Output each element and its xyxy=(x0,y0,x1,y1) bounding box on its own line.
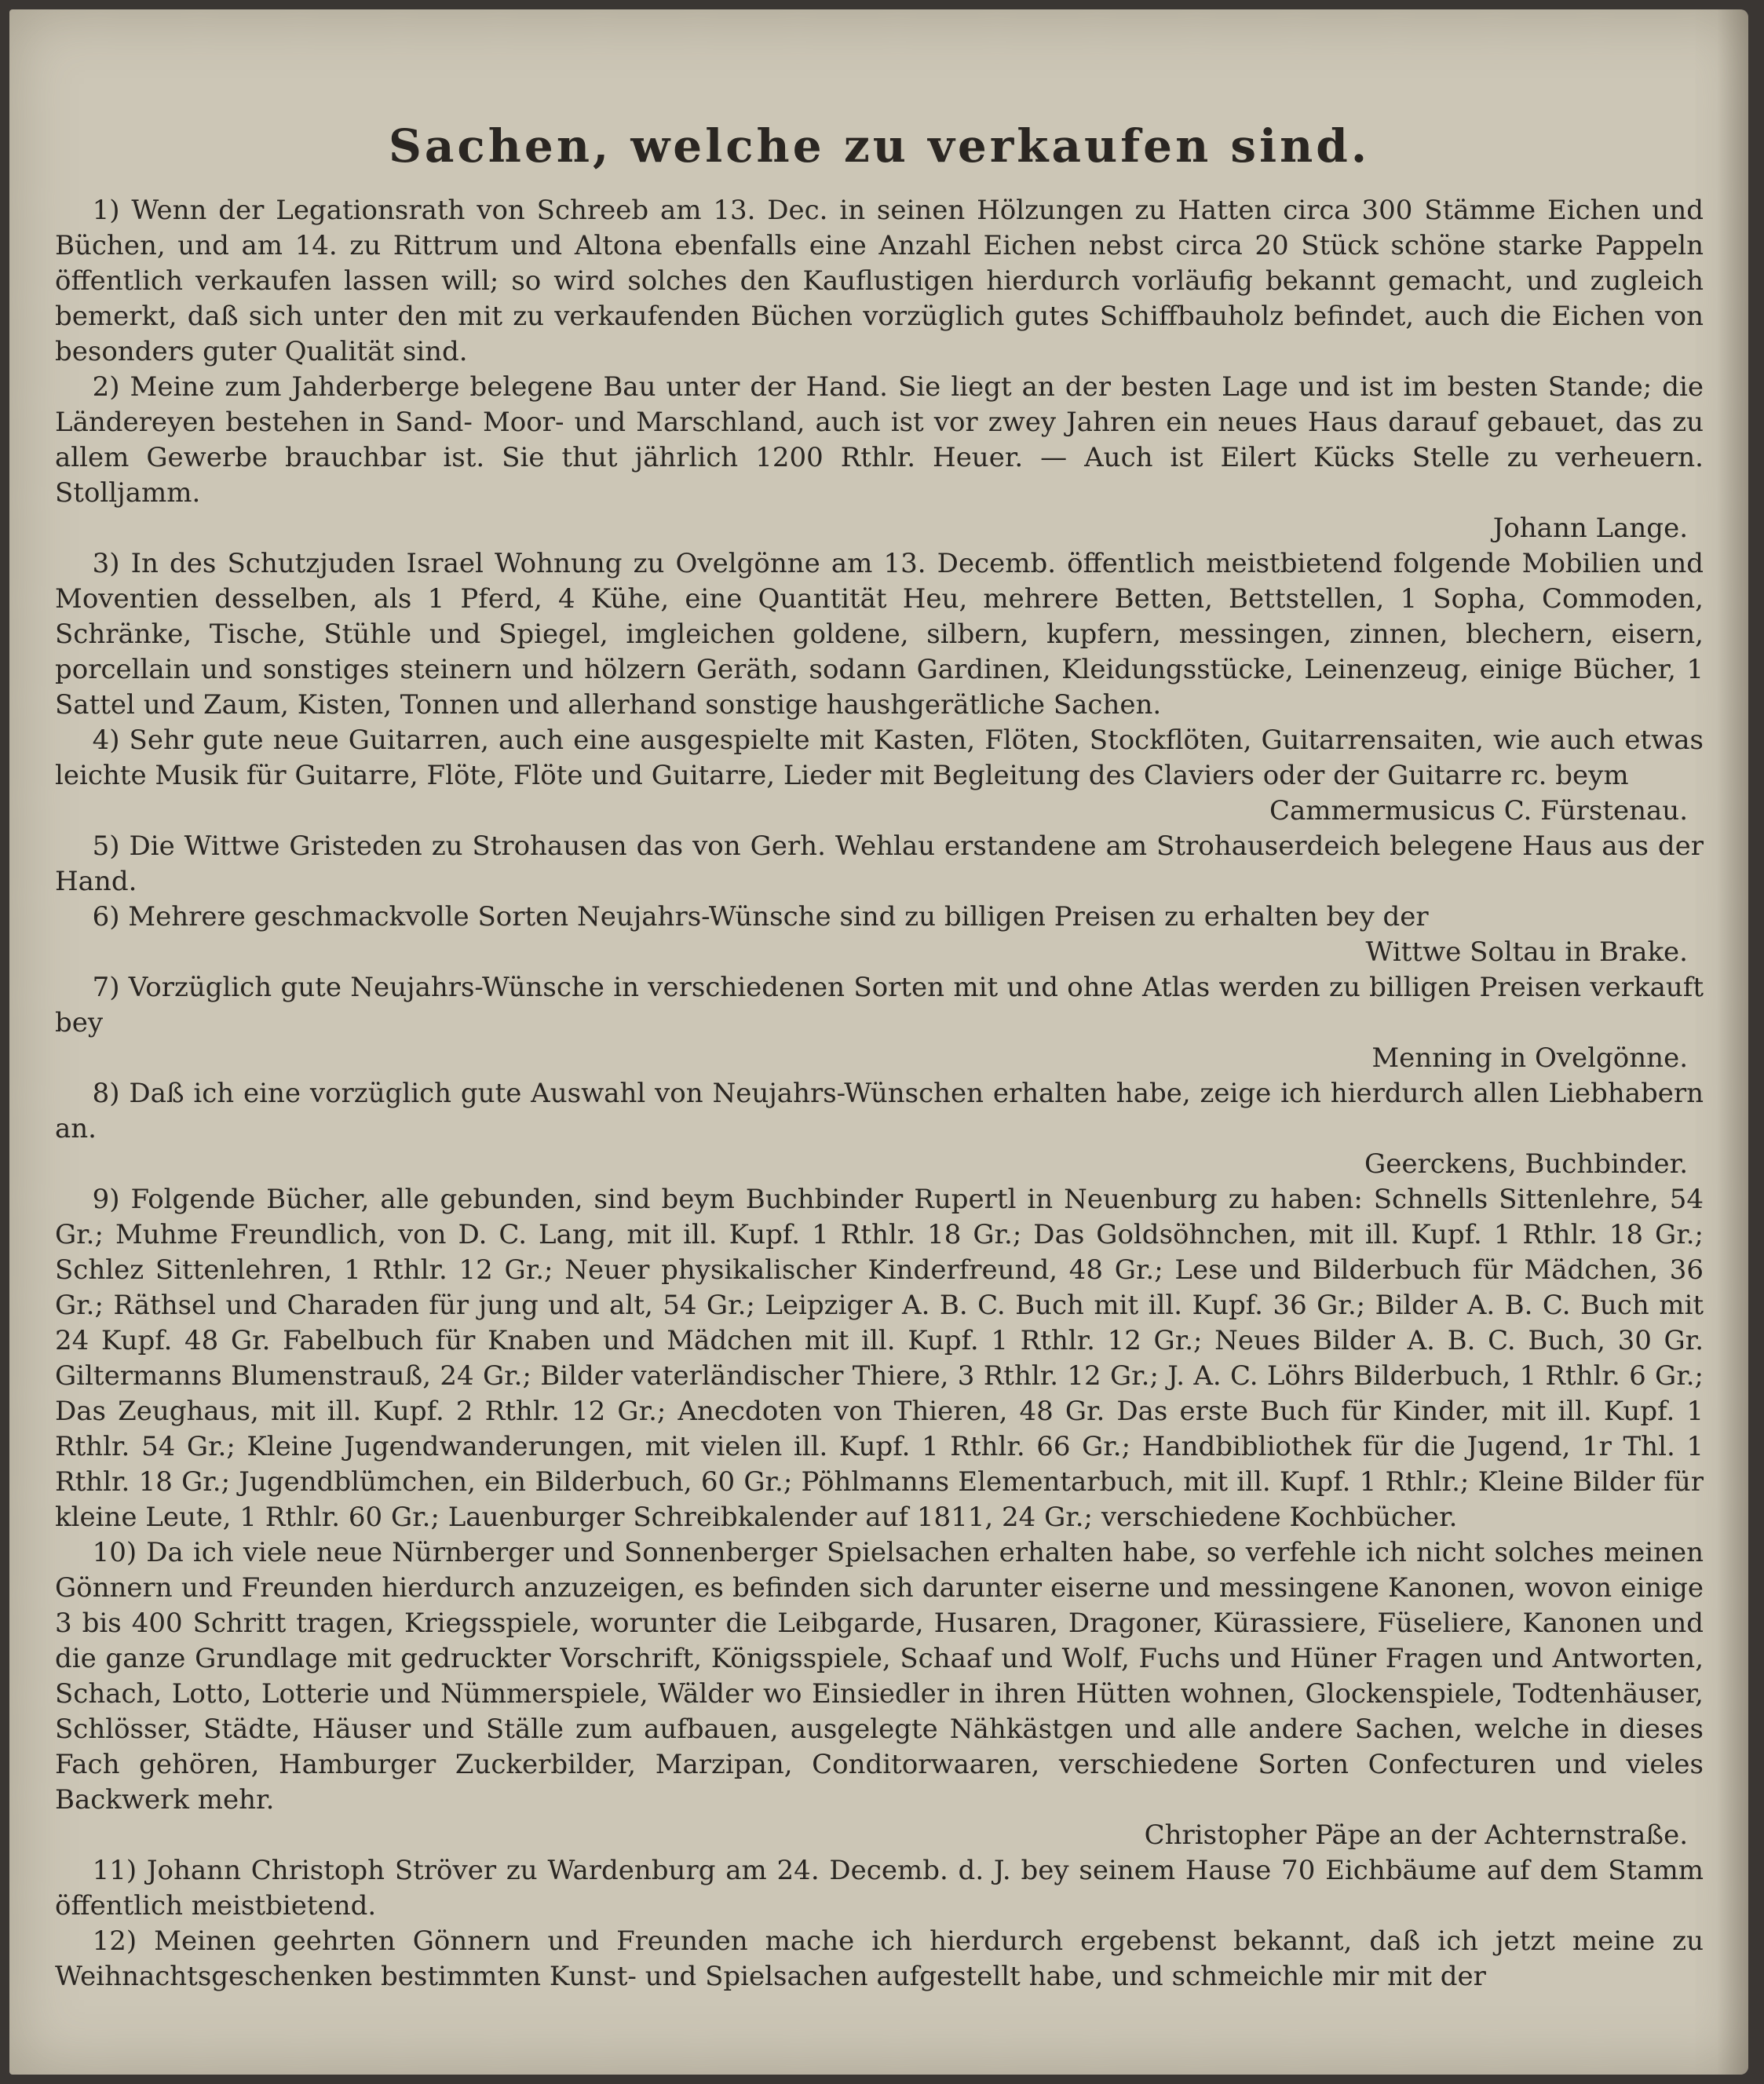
entry-11: 11) Johann Christoph Ströver zu Wardenburg am 24. Decemb. d. J. bey seinem Hause 70 Eichbäume auf dem Stamm öffentlich meistbietend. xyxy=(55,1855,1704,1922)
entry-8: 8) Daß ich eine vorzüglich gute Auswahl von Neujahrs-Wünschen erhalten habe, zeige ich hierdurch allen Liebhabern an. xyxy=(55,1078,1704,1144)
entry-5: 5) Die Wittwe Gristeden zu Strohausen das von Gerh. Wehlau erstandene am Strohauserdeich belegene Haus aus der Hand. xyxy=(55,830,1704,897)
entry-9: 9) Folgende Bücher, alle gebunden, sind beym Buchbinder Rupertl in Neuenburg zu haben: Schnells Sittenlehre, 54 Gr.; Muhme Freundlich, von D. C. Lang, mit ill. Kupf. 1 Rthlr. 18 Gr.; Das Goldsöhnchen, mit ill. Kupf. 1 Rthlr. 18 Gr.; Schlez Sittenlehren, 1 Rthlr. 12 Gr.; Neuer physikalischer Kinderfreund, 48 Gr.; Lese und Bilderbuch für Mädchen, 36 Gr.; Räthsel und Charaden für jung und alt, 54 Gr.; Leipziger A. B. C. Buch mit ill. Kupf. 36 Gr.; Bilder A. B. C. Buch mit 24 Kupf. 48 Gr. Fabelbuch für Knaben und Mädchen mit ill. Kupf. 1 Rthlr. 12 Gr.; Neues Bilder A. B. C. Buch, 30 Gr. Giltermanns Blumenstrauß, 24 Gr.; Bilder vaterländischer Thiere, 3 Rthlr. 12 Gr.; J. A. C. Löhrs Bilderbuch, 1 Rthlr. 6 Gr.; Das Zeughaus, mit ill. Kupf. 2 Rthlr. 12 Gr.; Anecdoten von Thieren, 48 Gr. Das erste Buch für Kinder, mit ill. Kupf. 1 Rthlr. 54 Gr.; Kleine Jugendwanderungen, mit vielen ill. Kupf. 1 Rthlr. 66 Gr.; Handbibliothek für die Jugend, 1r Thl. 1 Rthlr. 18 Gr.; Jugendblümchen, ein Bilderbuch, 60 Gr.; Pöhlmanns Elementarbuch, mit ill. Kupf. 1 Rthlr.; Kleine Bilder für kleine Leute, 1 Rthlr. 60 Gr.; Lauenburger Schreibkalender auf 1811, 24 Gr.; verschiedene Kochbücher. xyxy=(55,1184,1704,1533)
entry-2-signature: Johann Lange. xyxy=(1492,513,1688,544)
page-content xyxy=(55,119,1704,1995)
entry-8-signature: Geerckens, Buchbinder. xyxy=(1364,1148,1688,1180)
entry-6-signature: Wittwe Soltau in Brake. xyxy=(1365,936,1688,968)
entry-2: 2) Meine zum Jahderberge belegene Bau unter der Hand. Sie liegt an der besten Lage und ist im besten Stande; die Ländereyen bestehen in Sand- Moor- und Marschland, auch ist vor zwey Jahren ein neues Haus darauf gebauet, das zu allem Gewerbe brauchbar ist. Sie thut jährlich 1200 Rthlr. Heuer. — Auch ist Eilert Kücks Stelle zu verheuern. Stolljamm. xyxy=(55,371,1704,509)
entry-1: 1) Wenn der Legationsrath von Schreeb am 13. Dec. in seinen Hölzungen zu Hatten circa 300 Stämme Eichen und Büchen, und am 14. zu Rittrum und Altona ebenfalls eine Anzahl Eichen nebst circa 20 Stück schöne starke Pappeln öffentlich verkaufen lassen will; so wird solches den Kauflustigen hierdurch vorläufig bekannt gemacht, und zugleich bemerkt, daß sich unter den mit zu verkaufenden Büchen vorzüglich gutes Schiffbauholz befindet, auch die Eichen von besonders guter Qualität sind. xyxy=(55,195,1704,367)
entry-10-signature: Christopher Päpe an der Achternstraße. xyxy=(1144,1819,1688,1851)
newspaper-page xyxy=(9,9,1748,2075)
entry-4-signature: Cammermusicus C. Fürstenau. xyxy=(1269,795,1688,827)
entry-12: 12) Meinen geehrten Gönnern und Freunden mache ich hierdurch ergebenst bekannt, daß ich jetzt meine zu Weihnachtsgeschenken bestimmten Kunst- und Spielsachen aufgestellt habe, und schmeichle mir mit der xyxy=(55,1925,1704,1992)
entry-6: 6) Mehrere geschmackvolle Sorten Neujahrs-Wünsche sind zu billigen Preisen zu erhalten bey der xyxy=(92,901,1429,933)
section-title: Sachen, welche zu verkaufen sind. xyxy=(388,119,1371,173)
entry-4: 4) Sehr gute neue Guitarren, auch eine ausgespielte mit Kasten, Flöten, Stockflöten, Guitarrensaiten, wie auch etwas leichte Musik für Guitarre, Flöte, Flöte und Guitarre, Lieder mit Begleitung des Claviers oder der Guitarre rc. beym xyxy=(55,724,1704,791)
entry-10: 10) Da ich viele neue Nürnberger und Sonnenberger Spielsachen erhalten habe, so verfehle ich nicht solches meinen Gönnern und Freunden hierdurch anzuzeigen, es befinden sich darunter eiserne und messingene Kanonen, wovon einige 3 bis 400 Schritt tragen, Kriegsspiele, worunter die Leibgarde, Husaren, Dragoner, Kürassiere, Füseliere, Kanonen und die ganze Grundlage mit gedruckter Vorschrift, Königsspiele, Schaaf und Wolf, Fuchs und Hüner Fragen und Antworten, Schach, Lotto, Lotterie und Nümmerspiele, Wälder wo Einsiedler in ihren Hütten wohnen, Glockenspiele, Todtenhäuser, Schlösser, Städte, Häuser und Ställe zum aufbauen, ausgelegte Nähkästgen und alle andere Sachen, welche in dieses Fach gehören, Hamburger Zuckerbilder, Marzipan, Conditorwaaren, verschiedene Sorten Confecturen und vieles Backwerk mehr. xyxy=(55,1537,1704,1816)
entry-7-signature: Menning in Ovelgönne. xyxy=(1371,1042,1688,1074)
entry-7: 7) Vorzüglich gute Neujahrs-Wünsche in verschiedenen Sorten mit und ohne Atlas werden zu billigen Preisen verkauft bey xyxy=(55,972,1704,1038)
entry-3: 3) In des Schutzjuden Israel Wohnung zu Ovelgönne am 13. Decemb. öffentlich meistbietend folgende Mobilien und Moventien desselben, als 1 Pferd, 4 Kühe, eine Quantität Heu, mehrere Betten, Bettstellen, 1 Sopha, Commoden, Schränke, Tische, Stühle und Spiegel, imgleichen goldene, silbern, kupfern, messingen, zinnen, blechern, eisern, porcellain und sonstiges steinern und hölzern Geräth, sodann Gardinen, Kleidungsstücke, Leinenzeug, einige Bücher, 1 Sattel und Zaum, Kisten, Tonnen und allerhand sonstige haushgerätliche Sachen. xyxy=(55,548,1704,721)
